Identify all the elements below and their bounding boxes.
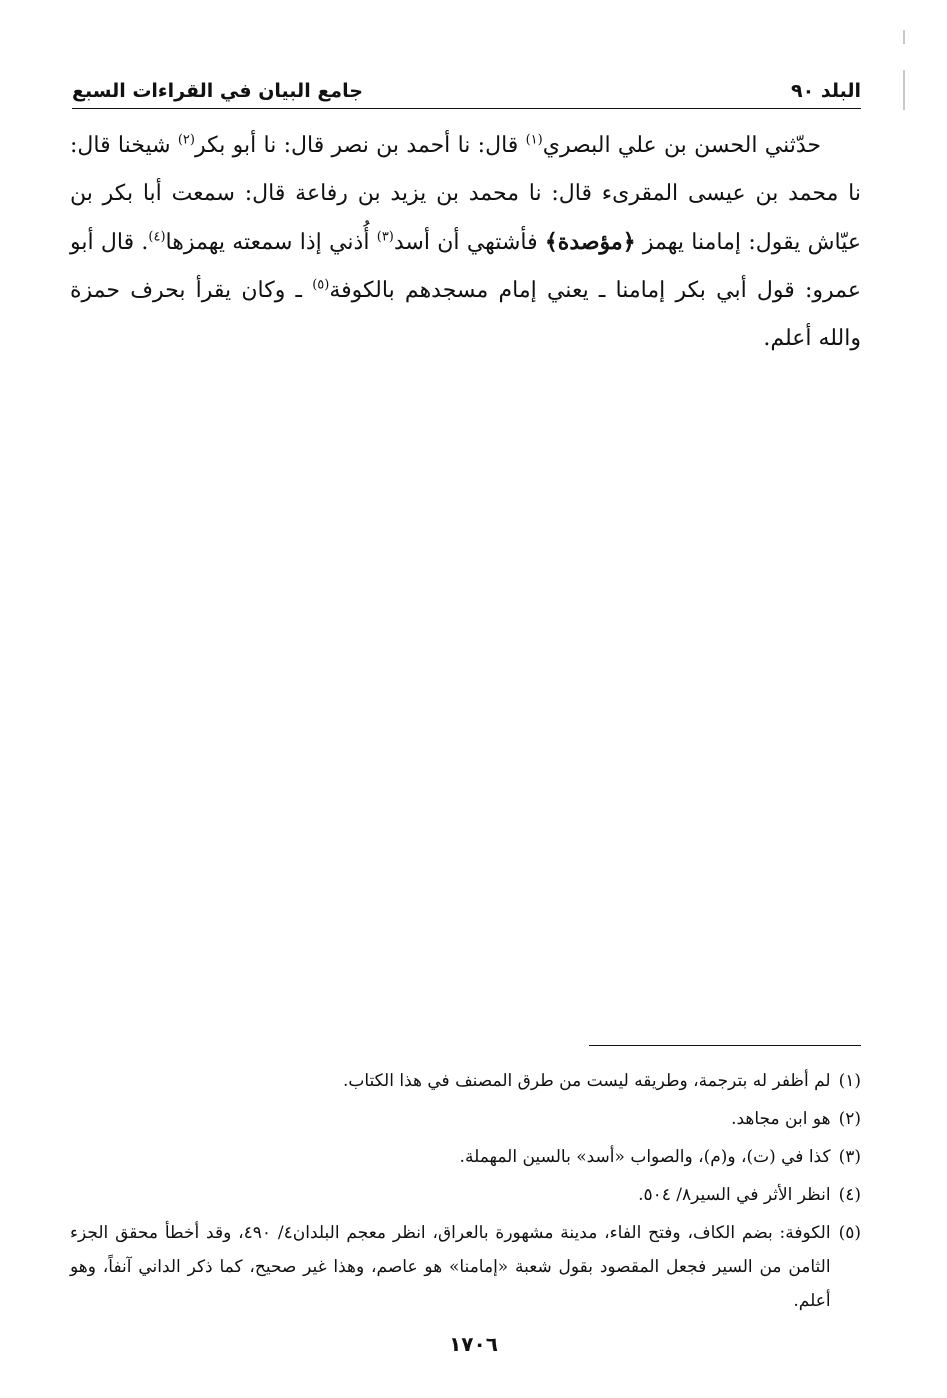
text-segment: . قال أبو عمرو: قول أبي بكر إمامنا ـ يعني إمام مسجدهم بالكوفة (70, 230, 861, 303)
footnote-1 (70, 1064, 861, 1098)
text-segment: أُذني إذا سمعته يهمزها (165, 230, 377, 255)
footnote-text: انظر الأثر في السير٨/ ٥٠٤. (638, 1185, 831, 1205)
footnote-2 (70, 1102, 861, 1136)
footnote-number: (٥) (838, 1223, 861, 1243)
footnote-5 (70, 1216, 861, 1318)
header-book-title: جامع البيان في القراءات السبع (72, 80, 363, 102)
footnote-ref-4[interactable]: (٤) (148, 229, 166, 245)
footnote-text: كذا في (ت)، و(م)، والصواب «أسد» بالسين المهملة. (459, 1147, 831, 1167)
text-segment: قال: نا أحمد بن نصر قال: نا أبو بكر (194, 133, 526, 158)
footnote-text: هو ابن مجاهد. (731, 1109, 831, 1129)
footnote-text: لم أظفر له بترجمة، وطريقه ليست من طرق المصنف في هذا الكتاب. (342, 1071, 831, 1091)
footnote-number: (٤) (838, 1185, 861, 1205)
footnote-number: (٢) (838, 1109, 861, 1129)
text-segment: حدّثني الحسن بن علي البصري (542, 133, 822, 158)
running-header (72, 62, 861, 109)
header-section: البلد ٩٠ (791, 80, 861, 102)
footnote-ref-2[interactable]: (٢) (177, 132, 195, 148)
footnote-number: (٣) (838, 1147, 861, 1167)
scan-edge-mark (903, 70, 905, 110)
main-paragraph (70, 122, 861, 363)
text-segment: شيخنا قال: نا محمد بن عيسى المقرىء قال: نا محمد بن يزيد بن رفاعة قال: سمعت أبا بكر بن عيّاش يقول: إمامنا يهمز (70, 133, 861, 255)
footnote-separator (589, 1045, 861, 1046)
text-segment: فأشتهي أن أسد (393, 230, 545, 255)
footnote-ref-3[interactable]: (٣) (376, 229, 394, 245)
footnote-number: (١) (838, 1071, 861, 1091)
footnote-3 (70, 1140, 861, 1174)
footnote-ref-1[interactable]: (١) (525, 132, 543, 148)
footnotes (70, 1064, 861, 1322)
quran-word: ﴿مؤصدة﴾ (544, 229, 636, 255)
footnote-text: الكوفة: بضم الكاف، وفتح الفاء، مدينة مشهورة بالعراق، انظر معجم البلدان٤/ ٤٩٠، وقد أخطأ محقق الجزء الثامن من السير فجعل المقصود بقول شعبة «إمامنا» هو عاصم، وهذا غير صحيح، كما ذكر الداني آنفاً، وهو أعلم. (70, 1223, 831, 1311)
main-text (70, 122, 861, 363)
footnote-ref-5[interactable]: (٥) (312, 277, 330, 293)
page-number: ١٧٠٦ (449, 1332, 498, 1356)
text-segment: ـ وكان يقرأ بحرف حمزة والله أعلم. (70, 278, 861, 351)
footnote-4 (70, 1178, 861, 1212)
scan-edge-mark (903, 30, 905, 44)
